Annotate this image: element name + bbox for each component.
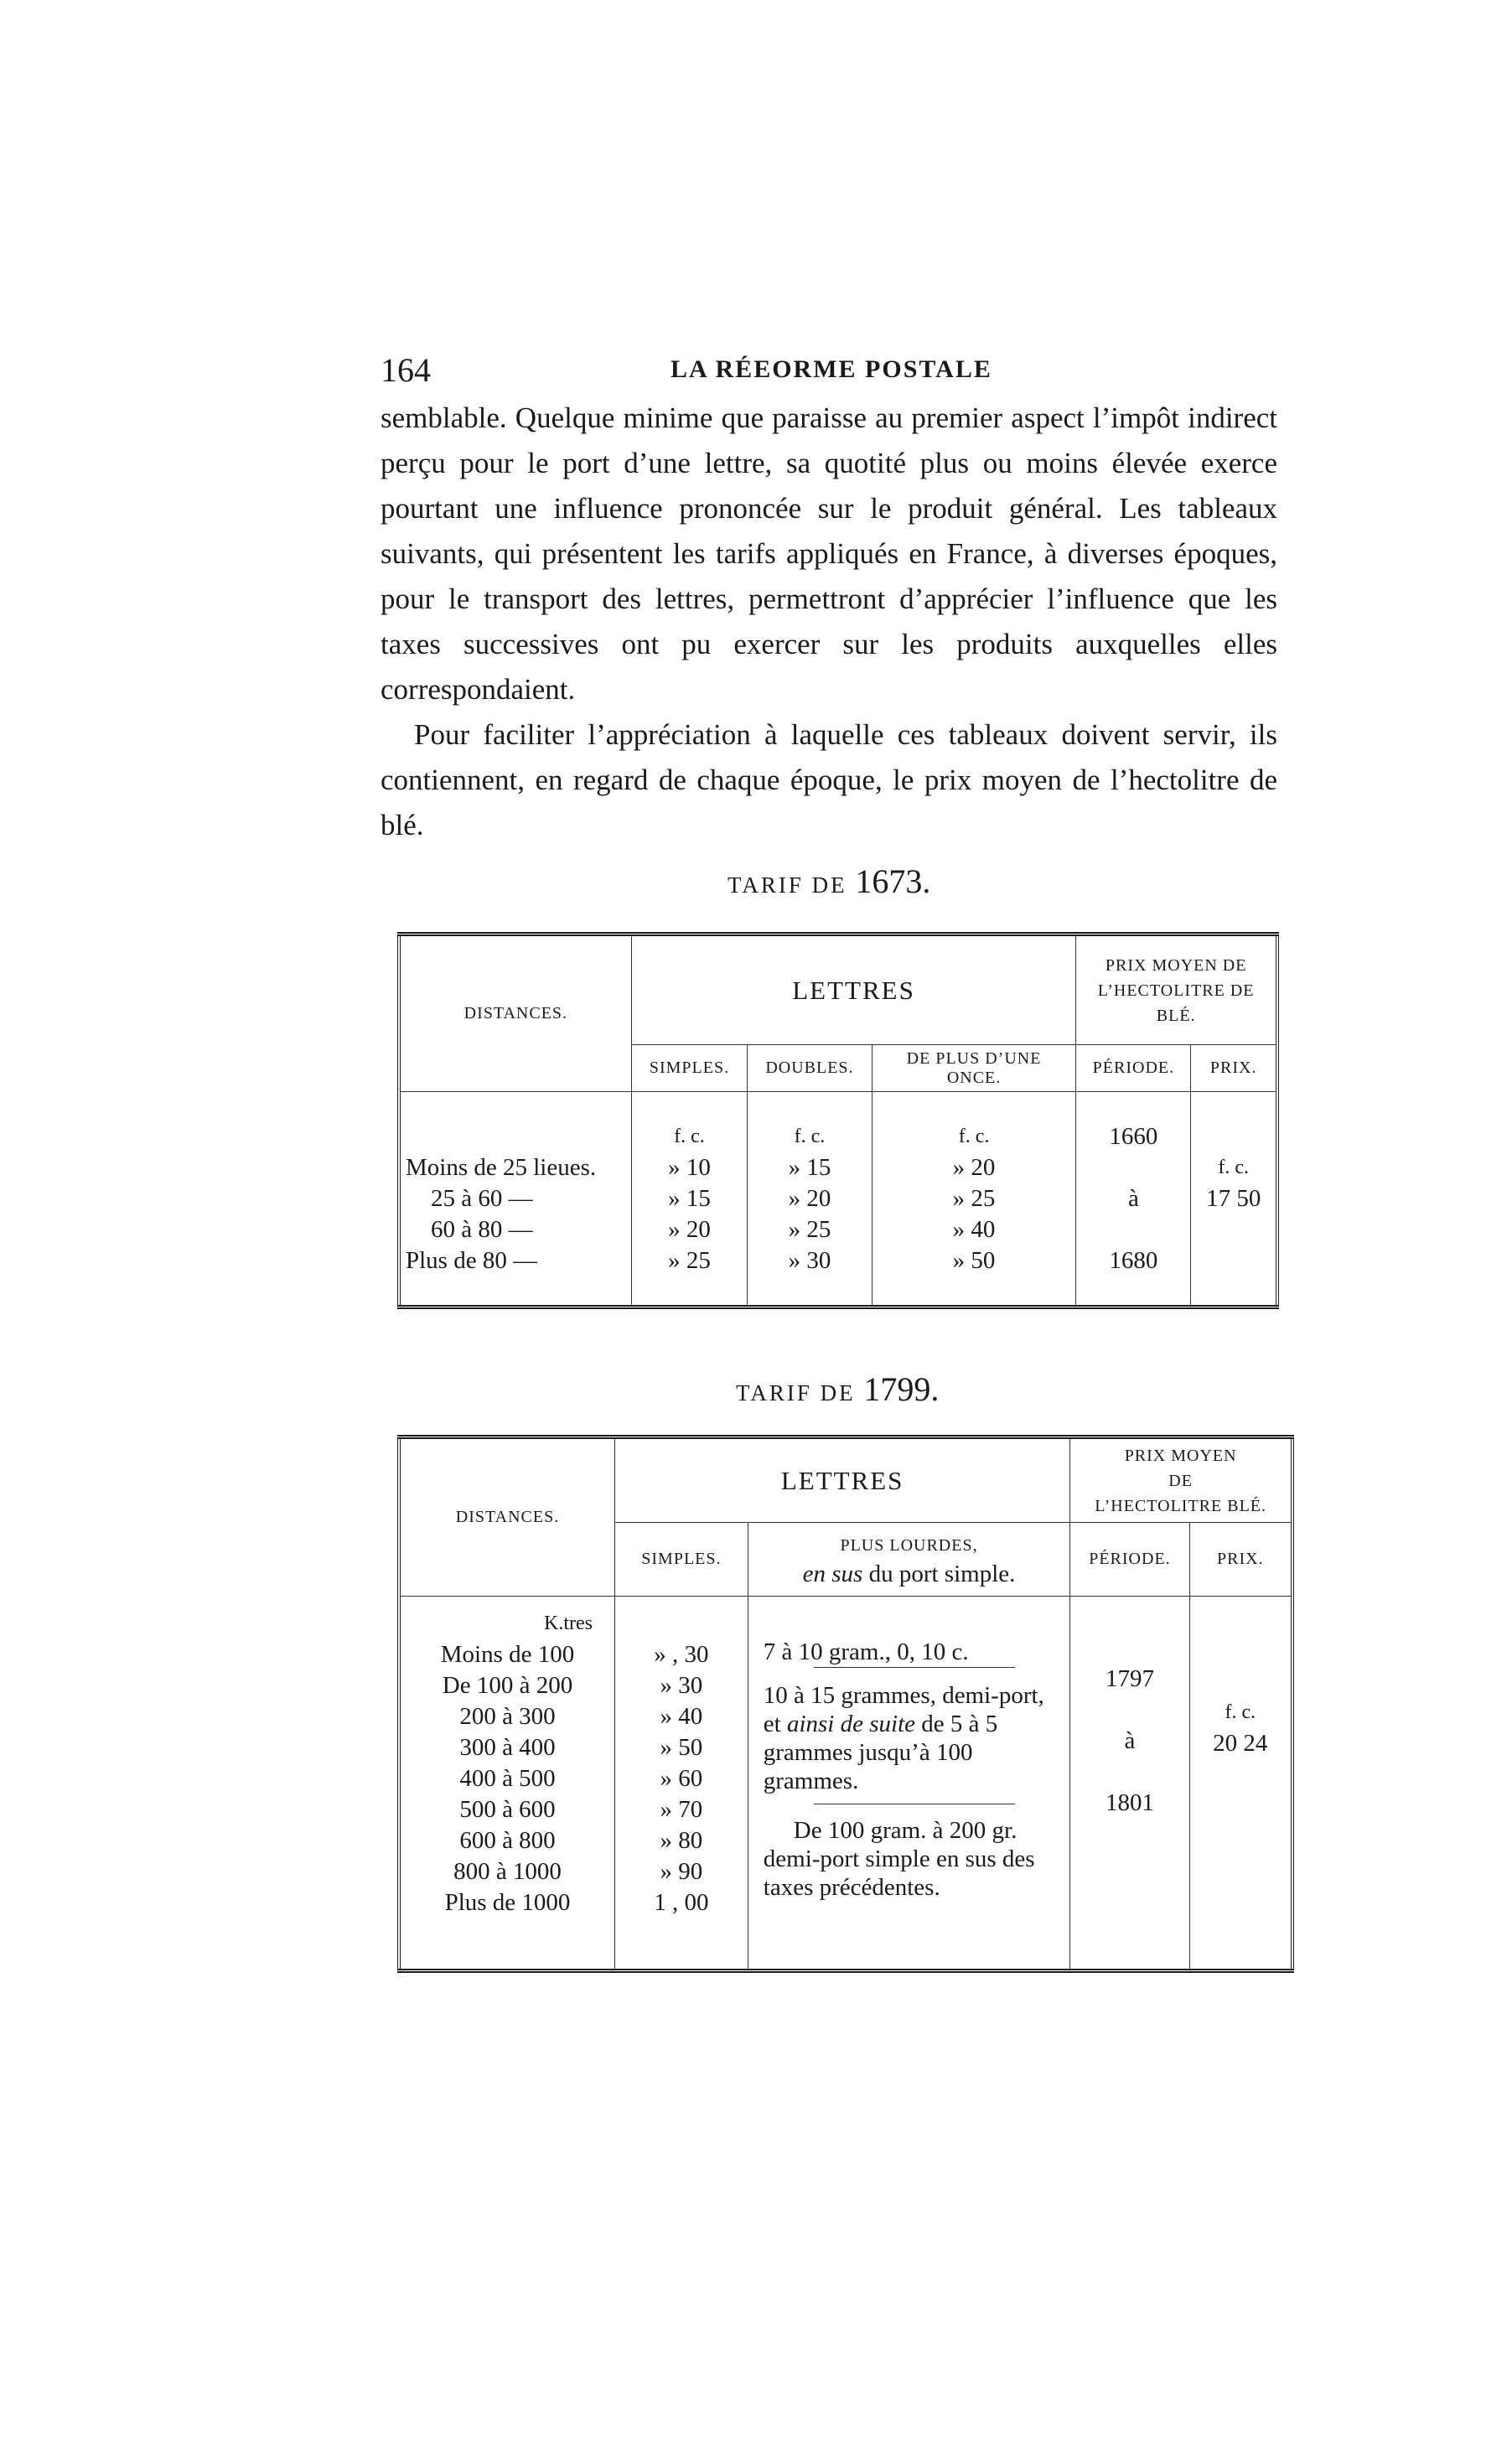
- periode-value: 1660: [1109, 1122, 1158, 1150]
- plus-once-value: » 40: [952, 1215, 996, 1243]
- doubles-value: » 15: [788, 1153, 831, 1181]
- periode-header: PÉRIODE.: [1070, 1523, 1189, 1597]
- distance-row: 800 à 1000: [453, 1858, 562, 1885]
- doubles-column: [748, 1092, 873, 1307]
- plus-once-value: » 25: [952, 1184, 996, 1212]
- plus-once-header: DE PLUS D’UNE ONCE.: [872, 1045, 1076, 1092]
- periode-column: [1070, 1597, 1189, 1971]
- simples-value: » 30: [660, 1672, 703, 1699]
- simples-column: [615, 1597, 748, 1971]
- tarif-1673-title-prefix: TARIF DE: [728, 872, 847, 898]
- simples-header: SIMPLES.: [615, 1523, 748, 1597]
- periode-value: à: [1124, 1727, 1136, 1754]
- tarif-1673-table: [397, 932, 1279, 1309]
- simples-value: » 25: [668, 1246, 711, 1274]
- prix-moyen-header: [1070, 1437, 1292, 1523]
- distances-header: DISTANCES.: [399, 934, 631, 1092]
- plus-lourdes-label: PLUS LOURDES,: [840, 1535, 978, 1555]
- prix-value: 17 50: [1206, 1184, 1261, 1212]
- distance-row: 60 à 80 —: [431, 1215, 533, 1243]
- distance-row: 300 à 400: [459, 1734, 556, 1761]
- lourdes-rule-2a: 10 à 15 grammes, demi-port, et: [763, 1682, 1044, 1737]
- distance-row: Moins de 25 lieues.: [406, 1153, 597, 1181]
- unit-label: f. c.: [958, 1125, 990, 1147]
- unit-label: f. c.: [794, 1125, 826, 1147]
- distance-row: 500 à 600: [459, 1796, 556, 1823]
- simples-value: » , 30: [654, 1641, 709, 1668]
- periode-value: 1680: [1109, 1246, 1158, 1274]
- tarif-1799-title-prefix: TARIF DE: [736, 1380, 856, 1406]
- doubles-value: » 30: [788, 1246, 831, 1274]
- periode-value: 1797: [1105, 1665, 1154, 1692]
- distance-row: 600 à 800: [459, 1827, 556, 1854]
- unit-label: f. c.: [1225, 1701, 1256, 1723]
- simples-column: [631, 1092, 748, 1307]
- lourdes-rule-2: [764, 1681, 1060, 1795]
- simples-value: » 60: [660, 1765, 703, 1792]
- prix-value: 20 24: [1213, 1730, 1268, 1757]
- simples-value: » 50: [660, 1734, 703, 1761]
- tarif-1673-year: 1673.: [855, 862, 931, 900]
- periode-header: PÉRIODE.: [1076, 1045, 1191, 1092]
- periode-column: [1076, 1092, 1191, 1307]
- distance-row: Plus de 1000: [444, 1889, 571, 1916]
- plus-once-column: [872, 1092, 1076, 1307]
- simples-value: » 80: [660, 1827, 703, 1854]
- tarif-1799-table: [397, 1435, 1294, 1973]
- tarif-1799-year: 1799.: [863, 1370, 940, 1408]
- simples-value: » 70: [660, 1796, 703, 1823]
- du-port-label: du port simple.: [868, 1560, 1016, 1587]
- simples-value: » 40: [660, 1703, 703, 1730]
- plus-lourdes-column: [748, 1597, 1070, 1971]
- prix-header: PRIX.: [1189, 1523, 1292, 1597]
- distance-row: Plus de 80 —: [406, 1246, 538, 1274]
- running-title: LA RÉEORME POSTALE: [671, 355, 992, 383]
- distance-row: 400 à 500: [459, 1765, 556, 1792]
- unit-label: f. c.: [1218, 1156, 1250, 1178]
- paragraph-1: semblable. Quelque minime que paraisse au premier aspect l’impôt indirect perçu pour le port d’une lettre, sa quotité plus ou moins élevée exerce pourtant une influence prononcée sur le produit général. Les tableaux suivants, qui présentent les tarifs appliqués en France, à diverses époques, pour le transport des lettres, permettront d’apprécier l’influence que les taxes successives ont pu exercer sur les produits auxquelles elles correspondaient.: [381, 401, 1277, 706]
- distances-column: [399, 1597, 615, 1971]
- body-text: [381, 396, 1277, 848]
- doubles-value: » 25: [788, 1215, 831, 1243]
- en-sus-label: en sus: [802, 1560, 863, 1587]
- simples-header: SIMPLES.: [631, 1045, 748, 1092]
- distances-header: DISTANCES.: [399, 1437, 615, 1597]
- lettres-header: LETTRES: [615, 1437, 1070, 1523]
- simples-value: » 20: [668, 1215, 711, 1243]
- prix-column: [1189, 1597, 1292, 1971]
- prix-moyen-line-3: L’HECTOLITRE BLÉ.: [1095, 1496, 1267, 1515]
- lourdes-rule-3: De 100 gram. à 200 gr. demi-port simple en sus des taxes précédentes.: [763, 1817, 1035, 1901]
- plus-lourdes-header: [748, 1523, 1070, 1597]
- lourdes-rule-1: 7 à 10 gram., 0, 10 c.: [763, 1638, 969, 1665]
- plus-once-value: » 50: [952, 1246, 996, 1274]
- distance-row: 200 à 300: [459, 1703, 556, 1730]
- tarif-1799-title: [736, 1369, 939, 1409]
- paragraph-2: Pour faciliter l’appréciation à laquelle ces tableaux doivent servir, ils contiennent, en regard de chaque époque, le prix moyen de l’hectolitre de blé.: [381, 718, 1277, 841]
- periode-value: 1801: [1105, 1789, 1154, 1816]
- simples-value: » 15: [668, 1184, 711, 1212]
- distance-row: 25 à 60 —: [431, 1184, 533, 1212]
- prix-moyen-header: PRIX MOYEN DE L’HECTOLITRE DE BLÉ.: [1076, 934, 1277, 1045]
- doubles-value: » 20: [788, 1184, 831, 1212]
- plus-once-value: » 20: [952, 1153, 996, 1181]
- simples-value: » 90: [660, 1858, 703, 1885]
- prix-column: [1191, 1092, 1277, 1307]
- doubles-header: DOUBLES.: [748, 1045, 873, 1092]
- lourdes-rule-2b: ainsi de suite: [786, 1711, 915, 1737]
- distances-column: [399, 1092, 631, 1307]
- periode-value: à: [1127, 1184, 1139, 1212]
- prix-moyen-line-1: PRIX MOYEN: [1124, 1446, 1237, 1465]
- km-unit: K.tres: [544, 1613, 593, 1634]
- simples-value: » 10: [668, 1153, 711, 1181]
- unit-label: f. c.: [674, 1125, 705, 1147]
- distance-row: De 100 à 200: [442, 1672, 573, 1699]
- lettres-header: LETTRES: [631, 934, 1076, 1045]
- prix-moyen-line-2: DE: [1168, 1471, 1193, 1490]
- simples-value: 1 , 00: [654, 1889, 709, 1916]
- lourdes-rule-2c: de 5 à 5 grammes jusqu’à 100 grammes.: [763, 1711, 998, 1794]
- distance-row: Moins de 100: [440, 1641, 575, 1668]
- prix-header: PRIX.: [1191, 1045, 1277, 1092]
- tarif-1673-title: [728, 862, 930, 901]
- page-number: 164: [381, 351, 431, 389]
